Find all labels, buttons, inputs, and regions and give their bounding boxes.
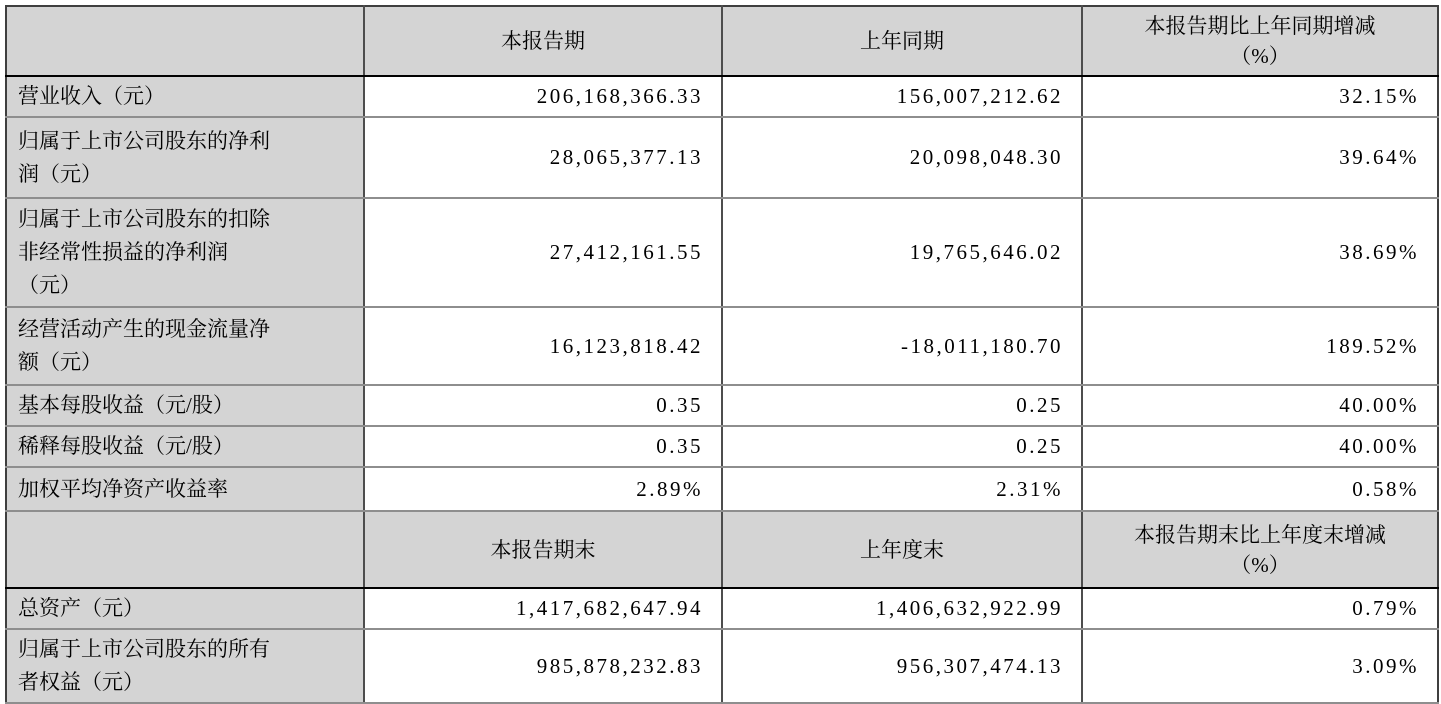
current-value: 985,878,232.83	[364, 629, 722, 703]
table-row	[6, 426, 1438, 467]
change-value: 32.15%	[1082, 76, 1438, 117]
corner-cell	[6, 6, 364, 76]
period-header-row	[6, 6, 1438, 76]
metric-label: 加权平均净资产收益率	[6, 467, 364, 511]
table-row	[6, 588, 1438, 629]
header-current-period-end: 本报告期末	[364, 511, 722, 588]
change-value: 0.58%	[1082, 467, 1438, 511]
prior-value: 1,406,632,922.99	[722, 588, 1082, 629]
table-row	[6, 385, 1438, 426]
metric-label: 总资产（元）	[6, 588, 364, 629]
current-value: 206,168,366.33	[364, 76, 722, 117]
prior-value: 20,098,048.30	[722, 117, 1082, 198]
metric-label: 归属于上市公司股东的扣除非经常性损益的净利润（元）	[6, 198, 364, 307]
metric-label: 基本每股收益（元/股）	[6, 385, 364, 426]
metric-label: 营业收入（元）	[6, 76, 364, 117]
current-value: 2.89%	[364, 467, 722, 511]
current-value: 16,123,818.42	[364, 307, 722, 385]
prior-value: 156,007,212.62	[722, 76, 1082, 117]
table-row	[6, 467, 1438, 511]
table-row	[6, 307, 1438, 385]
header-current-period: 本报告期	[364, 6, 722, 76]
prior-value: 956,307,474.13	[722, 629, 1082, 703]
current-value: 1,417,682,647.94	[364, 588, 722, 629]
header-balance-change-line2: （%）	[1230, 552, 1290, 577]
current-value: 27,412,161.55	[364, 198, 722, 307]
change-value: 39.64%	[1082, 117, 1438, 198]
table-row	[6, 76, 1438, 117]
change-value: 189.52%	[1082, 307, 1438, 385]
prior-value: 2.31%	[722, 467, 1082, 511]
prior-value: -18,011,180.70	[722, 307, 1082, 385]
table-row	[6, 629, 1438, 703]
header-balance-change	[1082, 511, 1438, 588]
table-row	[6, 198, 1438, 307]
change-value: 40.00%	[1082, 385, 1438, 426]
change-value: 3.09%	[1082, 629, 1438, 703]
prior-value: 0.25	[722, 426, 1082, 467]
corner-cell	[6, 511, 364, 588]
prior-value: 19,765,646.02	[722, 198, 1082, 307]
metric-label: 稀释每股收益（元/股）	[6, 426, 364, 467]
header-prior-period: 上年同期	[722, 6, 1082, 76]
metric-label: 归属于上市公司股东的净利润（元）	[6, 117, 364, 198]
metric-label: 归属于上市公司股东的所有者权益（元）	[6, 629, 364, 703]
change-value: 38.69%	[1082, 198, 1438, 307]
current-value: 28,065,377.13	[364, 117, 722, 198]
current-value: 0.35	[364, 426, 722, 467]
financial-summary-table	[5, 5, 1439, 704]
table-row	[6, 117, 1438, 198]
prior-value: 0.25	[722, 385, 1082, 426]
header-balance-change-line1: 本报告期末比上年度末增减	[1134, 522, 1386, 547]
header-period-change	[1082, 6, 1438, 76]
change-value: 40.00%	[1082, 426, 1438, 467]
header-period-change-line1: 本报告期比上年同期增减	[1144, 14, 1376, 38]
balance-header-row	[6, 511, 1438, 588]
header-period-change-line2: （%）	[1230, 44, 1290, 68]
metric-label: 经营活动产生的现金流量净额（元）	[6, 307, 364, 385]
current-value: 0.35	[364, 385, 722, 426]
header-prior-year-end: 上年度末	[722, 511, 1082, 588]
change-value: 0.79%	[1082, 588, 1438, 629]
